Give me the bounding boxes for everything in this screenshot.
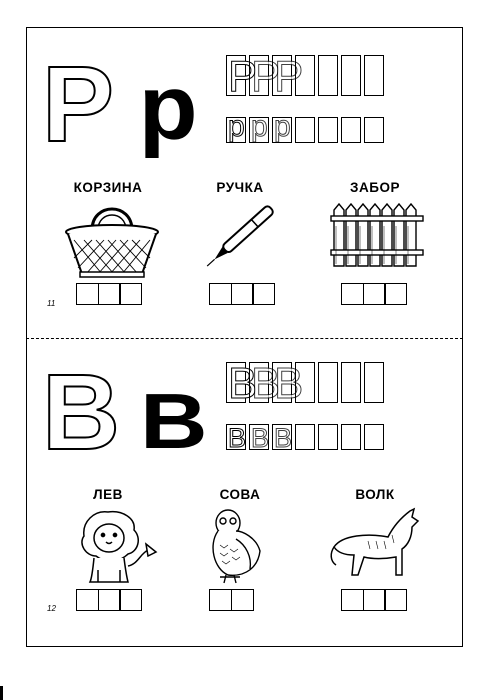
fence-icon bbox=[330, 196, 426, 272]
trace-box: B bbox=[228, 359, 258, 408]
cut-line bbox=[26, 338, 463, 339]
trace-box: p bbox=[274, 110, 291, 143]
lion-icon bbox=[72, 508, 162, 586]
answer-boxes bbox=[341, 589, 406, 611]
word-label: ЛЕВ bbox=[93, 487, 123, 502]
trace-row-lower bbox=[226, 423, 387, 453]
word-label: КОРЗИНА bbox=[73, 180, 143, 195]
big-letter-lower-solid: B bbox=[140, 377, 208, 465]
answer-box[interactable] bbox=[363, 283, 386, 305]
trace-box: B bbox=[228, 423, 247, 453]
wolf-icon bbox=[328, 505, 428, 585]
trace-box bbox=[341, 55, 361, 96]
trace-box: P bbox=[274, 52, 304, 101]
answer-box[interactable] bbox=[252, 283, 275, 305]
answer-box[interactable] bbox=[231, 589, 254, 611]
trace-box: B bbox=[274, 359, 304, 408]
word-label: ВОЛК bbox=[355, 487, 395, 502]
owl-icon bbox=[206, 505, 266, 587]
answer-boxes bbox=[209, 283, 274, 305]
answer-boxes bbox=[76, 589, 141, 611]
basket-icon bbox=[62, 198, 162, 280]
trace-box bbox=[364, 424, 384, 450]
answer-box[interactable] bbox=[341, 589, 364, 611]
trace-box: P bbox=[228, 52, 258, 101]
trace-box bbox=[341, 362, 361, 403]
trace-box: B bbox=[274, 423, 293, 453]
trace-box bbox=[295, 117, 315, 143]
answer-boxes bbox=[209, 589, 252, 611]
page-number: 11 bbox=[47, 299, 56, 308]
answer-box[interactable] bbox=[98, 283, 121, 305]
trace-box bbox=[318, 55, 338, 96]
trace-box: p bbox=[251, 110, 268, 143]
big-letter-upper-outline: B bbox=[42, 351, 120, 472]
trace-box bbox=[318, 424, 338, 450]
trace-row-upper bbox=[226, 359, 387, 408]
answer-box[interactable] bbox=[119, 283, 142, 305]
word-label: СОВА bbox=[219, 487, 261, 502]
trace-box bbox=[295, 424, 315, 450]
trace-box bbox=[364, 117, 384, 143]
answer-box[interactable] bbox=[341, 283, 364, 305]
page-number: 12 bbox=[47, 604, 56, 613]
trace-row-upper bbox=[226, 52, 387, 101]
answer-box[interactable] bbox=[119, 589, 142, 611]
trace-box bbox=[318, 362, 338, 403]
answer-boxes bbox=[341, 283, 406, 305]
trace-box: p bbox=[228, 110, 245, 143]
trace-box bbox=[364, 362, 384, 403]
trace-box: B bbox=[251, 359, 281, 408]
pen-icon bbox=[200, 196, 285, 276]
trace-row-lower bbox=[226, 110, 387, 143]
trace-box bbox=[318, 117, 338, 143]
big-letter-upper-outline: P bbox=[42, 43, 115, 164]
trace-box bbox=[341, 424, 361, 450]
trace-box bbox=[341, 117, 361, 143]
page-edge-mark bbox=[0, 686, 3, 700]
big-letter-lower-solid: p bbox=[138, 57, 198, 159]
trace-box bbox=[295, 55, 315, 96]
answer-box[interactable] bbox=[384, 589, 407, 611]
word-label: РУЧКА bbox=[216, 180, 264, 195]
trace-box: P bbox=[251, 52, 281, 101]
answer-box[interactable] bbox=[209, 283, 232, 305]
word-label: ЗАБОР bbox=[350, 180, 400, 195]
answer-box[interactable] bbox=[209, 589, 232, 611]
trace-box: B bbox=[251, 423, 270, 453]
answer-box[interactable] bbox=[363, 589, 386, 611]
trace-box bbox=[295, 362, 315, 403]
answer-box[interactable] bbox=[384, 283, 407, 305]
trace-box bbox=[364, 55, 384, 96]
answer-box[interactable] bbox=[76, 283, 99, 305]
answer-boxes bbox=[76, 283, 141, 305]
answer-box[interactable] bbox=[231, 283, 254, 305]
answer-box[interactable] bbox=[98, 589, 121, 611]
answer-box[interactable] bbox=[76, 589, 99, 611]
